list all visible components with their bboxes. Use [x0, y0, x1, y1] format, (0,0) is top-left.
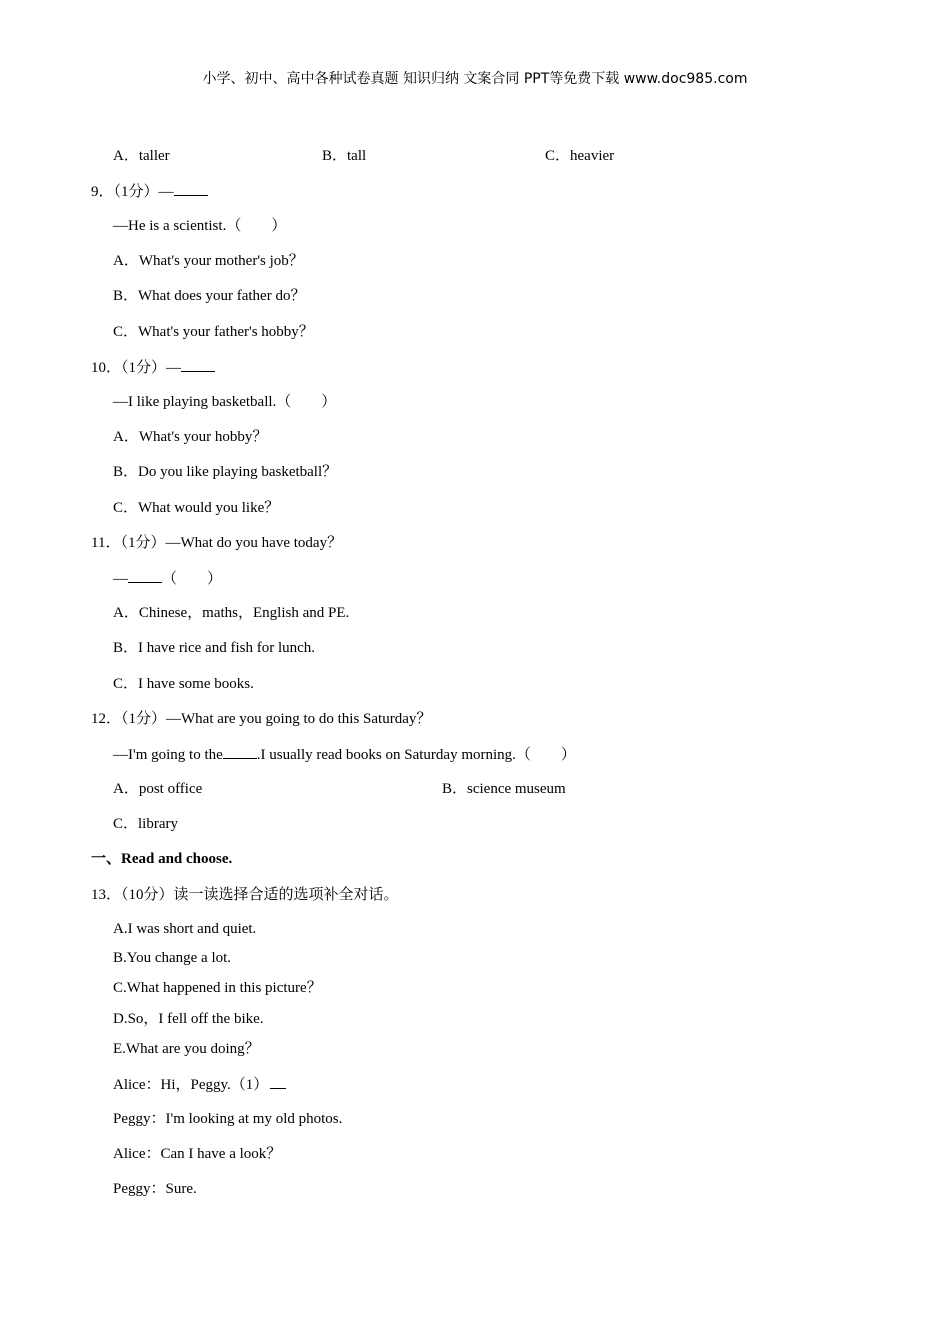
q11-paren: （ ） — [162, 571, 223, 587]
q12-option-b: B．science museum — [442, 781, 566, 797]
q9-stem — [91, 181, 208, 202]
q11-option-c: C．I have some books. — [113, 676, 254, 692]
section-heading: 一、Read and choose. — [91, 851, 233, 867]
q10-option-c: C．What would you like？ — [113, 500, 280, 516]
q8-option-c: C．heavier — [545, 148, 615, 164]
q9-option-c: C．What's your father's hobby？ — [113, 324, 314, 340]
q8-option-b: B．tall — [322, 148, 367, 164]
q11-option-b: B．I have rice and fish for lunch. — [113, 640, 316, 656]
q9-option-b: B．What does your father do？ — [113, 288, 306, 304]
q13-choice-a: A.I was short and quiet. — [113, 921, 257, 937]
q11-dash: — — [113, 571, 128, 587]
q10-option-b: B．Do you like playing basketball？ — [113, 464, 338, 480]
q8-option-a: A．taller — [113, 148, 170, 164]
page-header: 小学、初中、高中各种试卷真题 知识归纳 文案合同 PPT等免费下载 www.doc985.com — [202, 71, 748, 87]
q13-choice-e: E.What are you doing？ — [113, 1041, 260, 1057]
dialog-line-2: Peggy：I'm looking at my old photos. — [113, 1111, 343, 1127]
q13-choice-b: B.You change a lot. — [113, 950, 232, 966]
q11-option-a: A．Chinese，maths，English and PE. — [113, 605, 350, 621]
q12-option-c: C．library — [113, 816, 178, 832]
q11-response — [113, 568, 222, 589]
dialog-line-3: Alice：Can I have a look？ — [113, 1146, 282, 1162]
q9-number: 9．（1分）— — [91, 184, 174, 200]
answer-blank[interactable] — [181, 357, 215, 372]
answer-blank[interactable] — [223, 744, 257, 759]
q10-response: —I like playing basketball.（ ） — [113, 394, 337, 410]
q13-choice-d: D.So，I fell off the bike. — [113, 1011, 264, 1027]
q10-number: 10．（1分）— — [91, 360, 182, 376]
q12-suffix: .I usually read books on Saturday morning.（ ） — [256, 747, 576, 763]
q12-prefix: —I'm going to the — [113, 747, 223, 763]
q13-choice-c: C.What happened in this picture？ — [113, 980, 322, 996]
q12-response — [113, 744, 576, 765]
dialog-line-1-text: Alice：Hi，Peggy.（1） — [113, 1077, 269, 1093]
q13-stem: 13．（10分）读一读选择合适的选项补全对话。 — [91, 887, 399, 903]
q12-stem: 12．（1分）—What are you going to do this Saturday？ — [91, 711, 432, 727]
dialog-line-4: Peggy：Sure. — [113, 1181, 197, 1197]
q10-option-a: A．What's your hobby？ — [113, 429, 268, 445]
dialog-line-1 — [113, 1074, 286, 1095]
q11-stem: 11．（1分）—What do you have today？ — [91, 535, 343, 551]
q9-response: —He is a scientist.（ ） — [113, 218, 287, 234]
answer-blank[interactable] — [270, 1074, 286, 1089]
q9-option-a: A．What's your mother's job？ — [113, 253, 304, 269]
answer-blank[interactable] — [128, 568, 162, 583]
answer-blank[interactable] — [174, 181, 208, 196]
q12-option-a: A．post office — [113, 781, 203, 797]
q10-stem — [91, 357, 215, 378]
